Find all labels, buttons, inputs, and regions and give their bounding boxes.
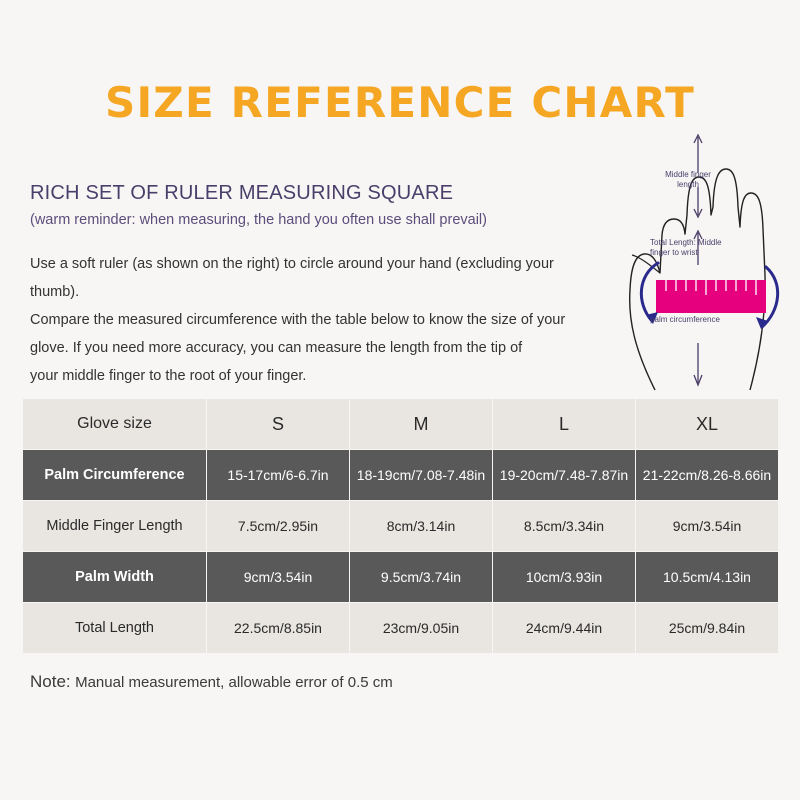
note-text: Manual measurement, allowable error of 0.5 cm (75, 674, 393, 691)
table-cell: 9cm/3.54in (636, 501, 779, 552)
table-cell: 15-17cm/6-6.7in (207, 450, 350, 501)
table-row (23, 552, 779, 603)
page-title: SIZE REFERENCE CHART (105, 78, 695, 127)
total-length-label: Total Length: Middle finger to wrist (650, 238, 722, 257)
table-cell: 10cm/3.93in (493, 552, 636, 603)
instruction-line: Compare the measured circumference with the table below to know the size of your (30, 312, 566, 328)
table-cell: 8cm/3.14in (350, 501, 493, 552)
hand-diagram (600, 115, 795, 395)
table-row (23, 501, 779, 552)
size-table (22, 398, 779, 654)
warm-reminder: (warm reminder: when measuring, the hand you often use shall prevail) (30, 212, 487, 228)
table-cell: 9.5cm/3.74in (350, 552, 493, 603)
note (30, 672, 393, 692)
table-header-cell: XL (636, 399, 779, 450)
row-label: Palm Width (23, 552, 207, 603)
table-cell: 25cm/9.84in (636, 603, 779, 654)
row-label: Total Length (23, 603, 207, 654)
instruction-line: glove. If you need more accuracy, you can measure the length from the tip of (30, 340, 523, 356)
table-cell: 7.5cm/2.95in (207, 501, 350, 552)
table-header-cell: L (493, 399, 636, 450)
size-table-wrapper (22, 398, 778, 654)
row-label: Middle Finger Length (23, 501, 207, 552)
instruction-line: Use a soft ruler (as shown on the right) to circle around your hand (excluding your thumb). (30, 256, 554, 300)
ruler-band (656, 280, 766, 313)
table-cell: 24cm/9.44in (493, 603, 636, 654)
table-header-cell: Glove size (23, 399, 207, 450)
table-row (23, 450, 779, 501)
table-cell: 9cm/3.54in (207, 552, 350, 603)
table-cell: 19-20cm/7.48-7.87in (493, 450, 636, 501)
subtitle: RICH SET OF RULER MEASURING SQUARE (30, 182, 454, 204)
table-cell: 23cm/9.05in (350, 603, 493, 654)
table-header-row (23, 399, 779, 450)
note-label: Note: (30, 672, 71, 691)
table-header-cell: M (350, 399, 493, 450)
table-row (23, 603, 779, 654)
middle-finger-length-label: Middle finger length (665, 170, 711, 189)
table-cell: 10.5cm/4.13in (636, 552, 779, 603)
instruction-line: your middle finger to the root of your finger. (30, 368, 307, 384)
instructions (30, 250, 580, 390)
palm-circumference-label: palm circumference (650, 315, 720, 324)
table-cell: 21-22cm/8.26-8.66in (636, 450, 779, 501)
row-label: Palm Circumference (23, 450, 207, 501)
table-cell: 18-19cm/7.08-7.48in (350, 450, 493, 501)
table-header-cell: S (207, 399, 350, 450)
table-cell: 22.5cm/8.85in (207, 603, 350, 654)
table-cell: 8.5cm/3.34in (493, 501, 636, 552)
